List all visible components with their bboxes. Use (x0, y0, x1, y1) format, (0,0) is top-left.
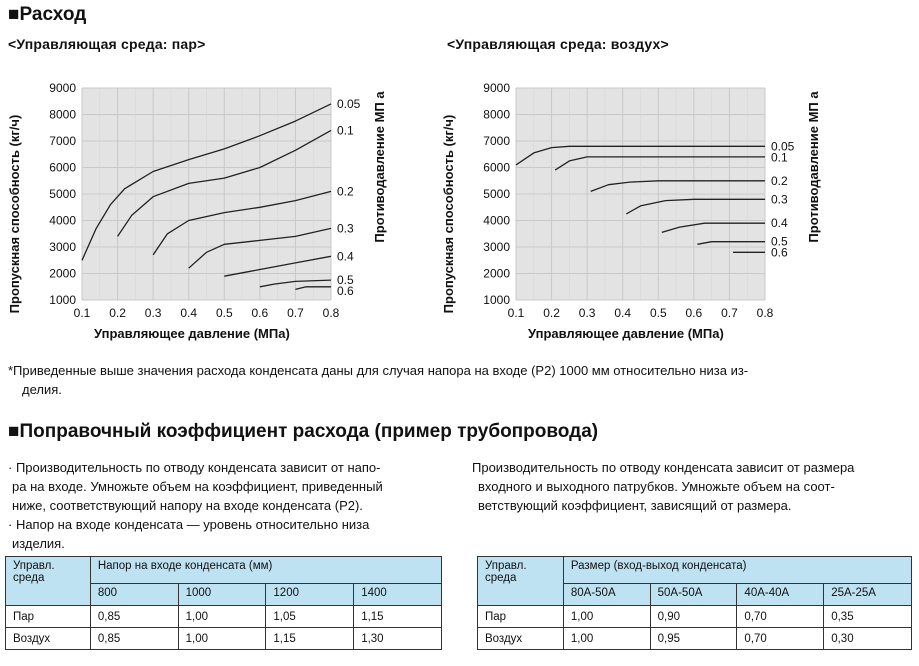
y-tick-label: 8000 (483, 107, 510, 122)
table-row-label: Воздух (6, 628, 91, 650)
series-label: 0.4 (337, 249, 354, 264)
y-tick-label: 6000 (49, 160, 76, 175)
y-tick-label: 2000 (483, 266, 510, 281)
section-title-correction: ■Поправочный коэффициент расхода (пример трубопровода) (8, 421, 599, 442)
x-axis-label: Управляющее давление (МПа) (528, 326, 724, 341)
table-header-medium: Управл. среда (478, 557, 564, 606)
y-tick-label: 8000 (49, 107, 76, 122)
left-description-line: ра на входе. Умножьте объем на коэффициент, приведенный (12, 479, 383, 494)
table-cell: 0,30 (824, 628, 912, 650)
table-cell: 0,70 (737, 628, 824, 650)
y-tick-label: 4000 (483, 213, 510, 228)
series-label: 0.6 (337, 284, 354, 299)
x-tick-label: 0.1 (507, 306, 525, 320)
series-label: 0.5 (771, 234, 788, 249)
section-title-flow: ■Расход (8, 4, 87, 25)
table-column-header: 50A-50A (650, 584, 737, 606)
y-axis-label: Пропускная способность (кг/ч) (7, 114, 22, 314)
y2-axis-label: Противодавление МП а (372, 91, 387, 243)
left-description-line: изделия. (12, 536, 65, 551)
left-description-line: ниже, соответствующий напору на входе конденсата (P2). (12, 498, 363, 513)
y-tick-label: 5000 (483, 187, 510, 201)
table-cell: 0,90 (650, 606, 737, 628)
right-description (472, 458, 912, 515)
left-description-line: · Производительность по отводу конденсата зависит от напо- (8, 460, 381, 475)
y-tick-label: 2000 (49, 266, 76, 281)
head-correction-table (5, 556, 442, 650)
series-label: 0.5 (337, 273, 354, 288)
y-tick-label: 7000 (49, 134, 76, 148)
x-tick-label: 0.2 (109, 306, 126, 320)
x-tick-label: 0.7 (721, 306, 738, 320)
y-tick-label: 1000 (483, 293, 510, 307)
table-column-header: 40A-40A (737, 584, 824, 606)
table-row (6, 628, 442, 650)
series-label: 0.6 (771, 245, 788, 260)
y-tick-label: 3000 (49, 240, 76, 254)
x-tick-label: 0.4 (180, 306, 198, 320)
series-label: 0.05 (771, 139, 795, 154)
right-description-line: входного и выходного патрубков. Умножьте объем на соот- (478, 479, 835, 494)
chart-steam-subtitle: <Управляющая среда: пар> (8, 36, 206, 52)
table-cell: 1,15 (266, 628, 354, 650)
table-cell: 1,15 (354, 606, 442, 628)
right-description-line: Производительность по отводу конденсата зависит от размера (472, 460, 855, 475)
table-cell: 1,00 (178, 628, 266, 650)
table-cell: 1,00 (563, 628, 650, 650)
y2-axis-label: Противодавление МП а (806, 91, 821, 243)
left-description-line: · Напор на входе конденсата — уровень относительно низа (8, 517, 370, 532)
table-cell: 1,30 (354, 628, 442, 650)
x-tick-label: 0.1 (73, 306, 91, 320)
x-tick-label: 0.4 (614, 306, 632, 320)
x-axis-label: Управляющее давление (МПа) (94, 326, 290, 341)
y-tick-label: 7000 (483, 134, 510, 148)
chart-air-subtitle: <Управляющая среда: воздух> (447, 36, 669, 52)
series-label: 0.3 (337, 221, 354, 236)
x-tick-label: 0.8 (322, 306, 340, 320)
x-tick-label: 0.8 (756, 306, 774, 320)
left-description (8, 458, 448, 553)
y-tick-label: 9000 (49, 81, 76, 95)
flow-note (8, 361, 908, 399)
table-cell: 1,05 (266, 606, 354, 628)
table-column-header: 1400 (354, 584, 442, 606)
flow-note-line-2: делия. (22, 382, 62, 397)
y-tick-label: 5000 (49, 187, 76, 201)
table-cell: 1,00 (178, 606, 266, 628)
table-cell: 0,70 (737, 606, 824, 628)
table-column-header: 80A-50A (563, 584, 650, 606)
y-tick-label: 9000 (483, 81, 510, 95)
table-header-head-group: Напор на входе конденсата (мм) (90, 557, 441, 584)
y-tick-label: 4000 (49, 213, 76, 228)
y-tick-label: 1000 (49, 293, 76, 307)
table-row-label: Пар (6, 606, 91, 628)
x-tick-label: 0.6 (251, 306, 269, 320)
series-label: 0.2 (771, 173, 788, 188)
table-row-label: Пар (478, 606, 564, 628)
table-header-medium: Управл. среда (6, 557, 91, 606)
table-header-size-group: Размер (вход-выход конденсата) (563, 557, 911, 584)
table-column-header: 25A-25A (824, 584, 912, 606)
right-description-line: ветствующий коэффициент, зависящий от размера. (478, 498, 792, 513)
x-tick-label: 0.2 (543, 306, 560, 320)
table-cell: 0,85 (90, 606, 178, 628)
x-tick-label: 0.3 (144, 306, 162, 320)
table-row (478, 606, 912, 628)
series-label: 0.4 (771, 216, 788, 231)
x-tick-label: 0.7 (287, 306, 304, 320)
series-label: 0.1 (771, 150, 788, 165)
table-cell: 0,85 (90, 628, 178, 650)
x-tick-label: 0.5 (215, 306, 233, 320)
size-correction-table (477, 556, 912, 650)
table-row-label: Воздух (478, 628, 564, 650)
x-tick-label: 0.5 (649, 306, 667, 320)
y-axis-label: Пропускная способность (кг/ч) (441, 114, 456, 314)
series-label: 0.05 (337, 96, 361, 111)
table-column-header: 1000 (178, 584, 266, 606)
table-cell: 0,35 (824, 606, 912, 628)
table-row (6, 606, 442, 628)
series-label: 0.3 (771, 192, 788, 207)
flow-note-line-1: *Приведенные выше значения расхода конденсата даны для случая напора на входе (P2) 1000 мм относительно низа из- (8, 363, 749, 378)
x-tick-label: 0.3 (578, 306, 596, 320)
table-row (478, 628, 912, 650)
table-column-header: 1200 (266, 584, 354, 606)
x-tick-label: 0.6 (685, 306, 703, 320)
table-cell: 1,00 (563, 606, 650, 628)
y-tick-label: 3000 (483, 240, 510, 254)
chart-air (434, 70, 874, 355)
chart-steam (0, 70, 440, 355)
series-label: 0.2 (337, 184, 354, 199)
table-column-header: 800 (90, 584, 178, 606)
y-tick-label: 6000 (483, 160, 510, 175)
series-label: 0.1 (337, 123, 354, 138)
table-cell: 0,95 (650, 628, 737, 650)
